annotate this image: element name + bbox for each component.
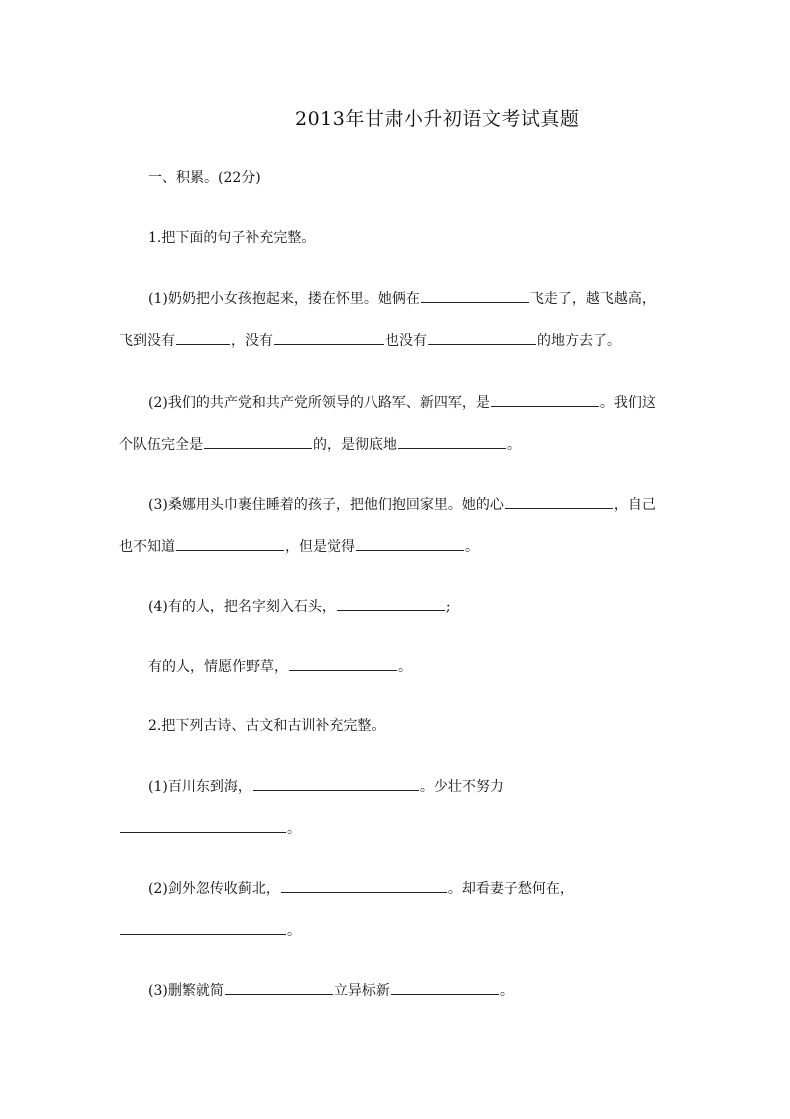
text: 个队伍完全是: [119, 437, 203, 453]
section-heading: 一、积累。(22分): [148, 170, 261, 186]
q1-item4-line2: [148, 656, 412, 677]
answer-blank[interactable]: [176, 536, 284, 551]
q1-item1-line2: [119, 330, 621, 351]
answer-blank[interactable]: [274, 330, 384, 345]
q1-item3-line2: [119, 536, 479, 557]
text: 。少壮不努力: [419, 779, 504, 795]
answer-blank[interactable]: [253, 776, 419, 791]
text: (1)百川东到海，: [148, 779, 252, 795]
text: 。却看妻子愁何在，: [447, 881, 574, 897]
q2-item1-line2: [119, 818, 301, 839]
answer-blank[interactable]: [289, 656, 397, 671]
text: 。: [465, 539, 479, 555]
text: ;: [445, 599, 451, 615]
answer-blank[interactable]: [281, 878, 447, 893]
q1-item2-line1: [148, 392, 656, 413]
answer-blank[interactable]: [176, 330, 230, 345]
q1-item2-line2: [119, 434, 521, 455]
text: (4)有的人，把名字刻入石头，: [148, 599, 336, 615]
text: (2)我们的共产党和共产党所领导的八路军、新四军，是: [148, 395, 490, 411]
text: (1)奶奶把小女孩抱起来，搂在怀里。她俩在: [148, 291, 420, 307]
text: 。: [507, 437, 521, 453]
answer-blank[interactable]: [428, 330, 536, 345]
answer-blank[interactable]: [398, 434, 506, 449]
text: 也不知道: [119, 539, 175, 555]
text: 的，是彻底地: [313, 437, 397, 453]
question-1-heading: 1.把下面的句子补充完整。: [148, 230, 316, 246]
text: 飞到没有: [119, 333, 175, 349]
q2-item2-line2: [119, 920, 301, 941]
q1-item1-line1: [148, 288, 656, 309]
answer-blank[interactable]: [391, 980, 499, 995]
text: (2)剑外忽传收蓟北，: [148, 881, 280, 897]
text: 。: [499, 983, 514, 999]
text: 。: [398, 659, 412, 675]
text: ，自己: [613, 497, 656, 513]
text: (3)桑娜用头巾裹住睡着的孩子，把他们抱回家里。她的心: [148, 497, 504, 513]
q1-item3-line1: [148, 494, 656, 515]
answer-blank[interactable]: [421, 288, 529, 303]
text: 飞走了，越飞越高，: [529, 291, 656, 307]
answer-blank[interactable]: [120, 818, 286, 833]
text: 。: [287, 821, 301, 837]
answer-blank[interactable]: [120, 920, 286, 935]
question-2-heading: 2.把下列古诗、古文和古训补充完整。: [148, 718, 386, 734]
text: (3)删繁就简: [148, 983, 224, 999]
text: 有的人，情愿作野草，: [148, 659, 288, 675]
text: 立异标新: [333, 983, 390, 999]
answer-blank[interactable]: [204, 434, 312, 449]
q2-item1-line1: [148, 776, 504, 797]
text: 的地方去了。: [537, 333, 621, 349]
q2-item2-line1: [148, 878, 574, 899]
page-title: 2013年甘肃小升初语文考试真题: [295, 108, 580, 130]
answer-blank[interactable]: [337, 596, 445, 611]
text: 。: [287, 923, 301, 939]
answer-blank[interactable]: [491, 392, 599, 407]
text: ，没有: [231, 333, 273, 349]
q1-item4-line1: [148, 596, 451, 617]
text: ，但是觉得: [285, 539, 355, 555]
answer-blank[interactable]: [225, 980, 333, 995]
q2-item3-line: [148, 980, 514, 1001]
answer-blank[interactable]: [356, 536, 464, 551]
answer-blank[interactable]: [505, 494, 613, 509]
text: 。我们这: [599, 395, 656, 411]
text: 也没有: [385, 333, 427, 349]
